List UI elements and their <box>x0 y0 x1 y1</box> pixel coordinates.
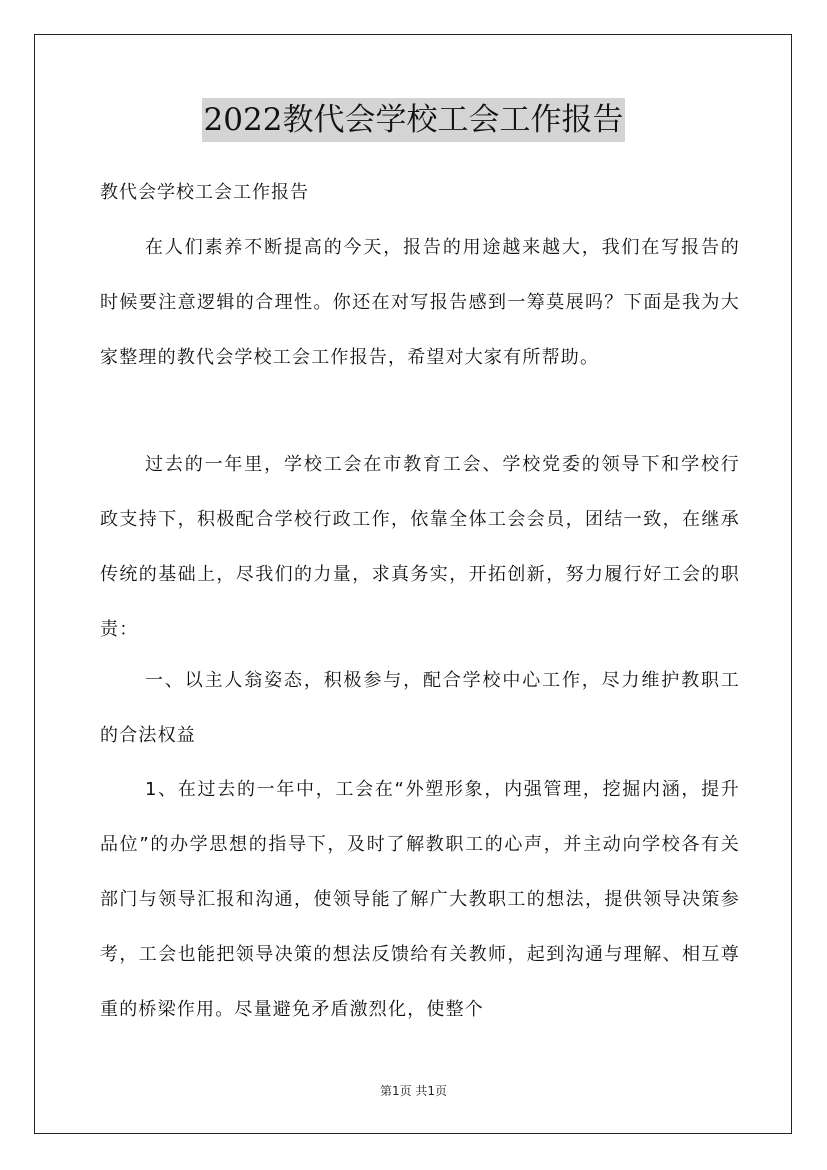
document-title: 2022教代会学校工会工作报告 <box>202 98 626 142</box>
paragraph-intro: 在人们素养不断提高的今天，报告的用途越来越大，我们在写报告的时候要注意逻辑的合理性。你还在对写报告感到一筹莫展吗？下面是我为大家整理的教代会学校工会工作报告，希望对大家有所帮助。 <box>100 237 740 368</box>
paragraph-section-one: 一、以主人翁姿态，积极参与，配合学校中心工作，尽力维护教职工的合法权益 <box>100 670 740 746</box>
paragraph-summary: 过去的一年里，学校工会在市教育工会、学校党委的领导下和学校行政支持下，积极配合学校行政工作，依靠全体工会会员，团结一致，在继承传统的基础上，尽我们的力量，求真务实，开拓创新，努力履行好工会的职责： <box>100 454 740 640</box>
document-subtitle: 教代会学校工会工作报告 <box>100 182 309 203</box>
title-container <box>0 98 827 142</box>
page-footer: 第1页 共1页 <box>379 1084 448 1098</box>
paragraph-item-one: 1、在过去的一年中，工会在“外塑形象，内强管理，挖掘内涵，提升品位”的办学思想的指导下，及时了解教职工的心声，并主动向学校各有关部门与领导汇报和沟通，使领导能了解广大教职工的想法，提供领导决策参考，工会也能把领导决策的想法反馈给有关教师，起到沟通与理解、相互尊重的桥梁作用。尽量避免矛盾激烈化，使整个 <box>100 779 740 1020</box>
